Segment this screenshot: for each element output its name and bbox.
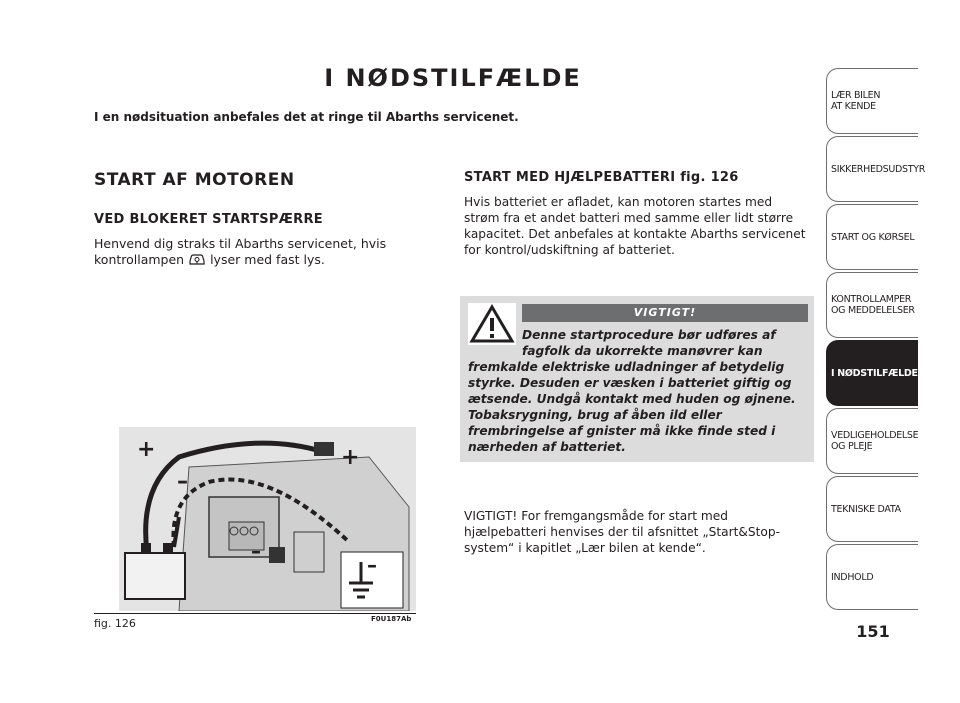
warning-triangle-icon [468,303,516,345]
figure-rule [94,613,416,614]
figure-caption: fig. 126 [94,617,136,630]
immobilizer-paragraph [94,236,424,270]
minus-sign-3: – [367,553,377,577]
tab-i-nodstilfaelde[interactable]: I NØDSTILFÆLDE [826,340,918,406]
jump-start-illustration [119,427,416,611]
tab-indhold[interactable]: INDHOLD [826,544,918,610]
paragraph-text-before-icon: Henvend dig straks til Abarths servicenet, hvis kontrollampen [94,236,387,267]
tab-sikkerhedsudstyr[interactable]: SIKKERHEDSUDSTYR [826,136,918,202]
minus-sign-1: – [177,469,188,494]
subheading-immobilizer: VED BLOKERET STARTSPÆRRE [94,212,323,227]
warning-label: VIGTIGT! [522,304,808,322]
tab-kontrollamper[interactable]: KONTROLLAMPER OG MEDDELELSER [826,272,918,338]
warning-text-first: Denne startprocedure bør udføres af fagfolk da ukorrekte manøvrer kan [522,328,776,358]
figure-code: F0U187Ab [371,615,412,623]
warning-text-rest: fremkalde elektriske udladninger af betydelig styrke. Desuden er væsken i batteriet giftig og ætsende. Undgå kontakt med huden og øjnene. Tobaksrygning, brug af åben ild eller frembringelse af gnister må ikke finde sted i nærheden af batteriet. [468,360,796,454]
tab-tekniske-data[interactable]: TEKNISKE DATA [826,476,918,542]
section-heading-jumpstart: START MED HJÆLPEBATTERI fig. 126 [464,170,739,185]
tab-start-og-korsel[interactable]: START OG KØRSEL [826,204,918,270]
immobilizer-lamp-icon [188,252,206,270]
page-title: I NØDSTILFÆLDE [324,64,582,92]
tab-laer-bilen[interactable]: LÆR BILEN AT KENDE [826,68,918,134]
jumpstart-paragraph: Hvis batteriet er afladet, kan motoren startes med strøm fra et andet batteri med samme eller lidt større kapacitet. Det anbefales at kontakte Abarths servicenet for kontrol/udskiftning af batteriet. [464,195,806,257]
tab-vedligeholdelse[interactable]: VEDLIGEHOLDELSE OG PLEJE [826,408,918,474]
plus-sign-2: + [341,445,360,470]
minus-sign-2: – [251,539,261,563]
intro-text: I en nødsituation anbefales det at ringe til Abarths servicenet. [94,110,519,124]
page-number: 151 [856,622,890,641]
paragraph-text-after-icon: lyser med fast lys. [210,252,325,267]
note-paragraph: VIGTIGT! For fremgangsmåde for start med hjælpebatteri henvises der til afsnittet „Start&Stop-system“ i kapitlet „Lær bilen at kende“. [464,509,781,555]
section-heading-start: START AF MOTOREN [94,170,295,190]
plus-sign-1: + [137,437,156,462]
